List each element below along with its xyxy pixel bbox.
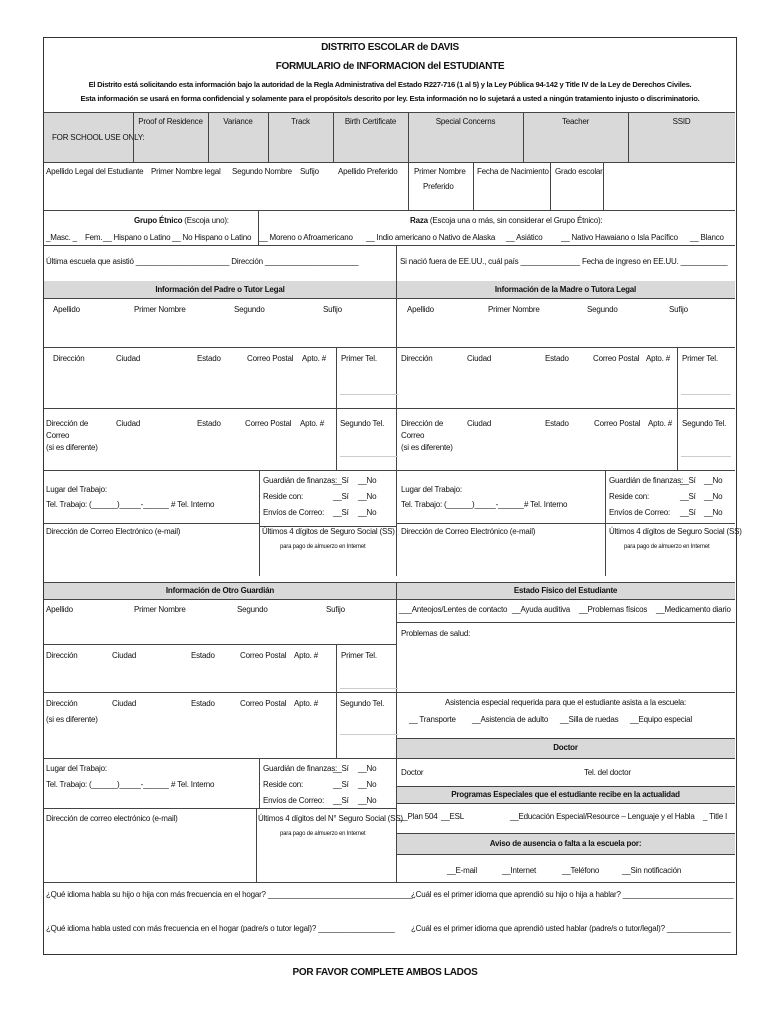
language-child-first[interactable]: ¿Cuál es el primer idioma que aprendió su hijo o hija a hablar? __________________________ [411,890,734,899]
other-work-phone-field[interactable]: Tel. Trabajo: (______)_____-______ [46,780,169,789]
other-financial-label: Guardián de finanzas: [263,764,338,773]
student-preferred-first-label: Primer Nombre [414,167,466,176]
father-address-label: Dirección [53,354,85,363]
other-phone2-label: Segundo Tel. [340,699,385,708]
student-suffix-label: Sufijo [300,167,319,176]
absence-option[interactable]: __E-mail [447,866,477,875]
father-mail-address-label-2: Correo [46,431,70,440]
other-mailings-label: Envíos de Correo: [263,796,325,805]
race-option[interactable]: __ Asiático [506,233,543,242]
father-work-phone-field[interactable]: Tel. Trabajo: (______)_____-______ [46,500,169,509]
program-esl[interactable]: __ESL [441,812,465,821]
program-plan504[interactable]: __Plan 504 [399,812,438,821]
mother-city-label: Ciudad [467,419,492,428]
father-resides-yes[interactable]: __Sí [333,492,349,501]
assist-option[interactable]: __ Transporte [409,715,456,724]
student-birth-date-label: Fecha de Nacimiento [477,167,549,176]
other-city-label: Ciudad [112,699,137,708]
race-label: Raza (Escoja una o más, sin considerar el Grupo Étnico): [410,216,603,225]
mother-financial-no[interactable]: __No [704,476,723,485]
father-section-title: Información del Padre o Tutor Legal [155,285,285,294]
father-suffix-label: Sufijo [323,305,342,314]
father-mailings-no[interactable]: __No [358,508,377,517]
other-mailings-yes[interactable]: __Sí [333,796,349,805]
father-resides-label: Reside con: [263,492,304,501]
race-option[interactable]: __ Nativo Hawaiano o Isla Pacífico [561,233,678,242]
other-workplace-label: Lugar del Trabajo: [46,764,107,773]
mother-resides-no[interactable]: __No [704,492,723,501]
absence-option[interactable]: __Sin notificación [622,866,682,875]
other-financial-yes[interactable]: __Sí [333,764,349,773]
mother-resides-yes[interactable]: __Sí [680,492,696,501]
other-city-label: Ciudad [112,651,137,660]
father-mail-address-label-3: (si es diferente) [46,443,98,452]
father-financial-yes[interactable]: __Sí [333,476,349,485]
school-use-col: Proof of Residence [138,117,203,126]
father-state-label: Estado [197,354,221,363]
father-phone2-label: Segundo Tel. [340,419,385,428]
other-email-label: Dirección de correo electrónico (e-mail) [46,814,178,823]
mother-ssn-note: para pago de almuerzo en Internet [624,544,710,550]
other-address-label: Dirección [46,651,78,660]
doctor-phone-label: Tel. del doctor [584,768,631,777]
school-use-col: Variance [223,117,253,126]
father-ssn-label: Últimos 4 dígitos de Seguro Social (SS) [262,527,395,536]
father-city-label: Ciudad [116,354,141,363]
father-mail-address-label: Dirección de [46,419,89,428]
student-first-legal-label: Primer Nombre legal [151,167,221,176]
father-financial-label: Guardián de finanzas: [263,476,338,485]
student-legal-last-label: Apellido Legal del Estudiante [46,167,144,176]
absence-option[interactable]: __Teléfono [562,866,600,875]
other-apt-label: Apto. # [294,651,318,660]
father-apt-label: Apto. # [300,419,324,428]
father-financial-no[interactable]: __No [358,476,377,485]
other-phone1-label: Primer Tel. [341,651,377,660]
ethnicity-not-hispanic-option[interactable]: __ No Hispano o Latino [172,233,252,242]
physical-option[interactable]: ___Anteojos/Lentes de contacto [399,605,508,614]
student-preferred-first-label-2: Preferido [423,182,454,191]
assist-option[interactable]: __Equipo especial [630,715,692,724]
race-option[interactable]: __ Indio americano o Nativo de Alaska [366,233,496,242]
other-address2-note: (si es diferente) [46,715,98,724]
mother-mail-address-label-2: Correo [401,431,425,440]
mother-financial-label: Guardián de finanzas: [609,476,684,485]
other-address2-label: Dirección [46,699,78,708]
father-zip-label: Correo Postal [247,354,294,363]
father-apt-label: Apto. # [302,354,326,363]
other-resides-no[interactable]: __No [358,780,377,789]
other-suffix-label: Sufijo [326,605,345,614]
health-problems-label: Problemas de salud: [401,629,471,638]
other-middle-label: Segundo [237,605,268,614]
other-first-label: Primer Nombre [134,605,186,614]
doctor-section-title: Doctor [553,743,578,752]
other-zip-label: Correo Postal [240,699,287,708]
student-preferred-last-label: Apellido Preferido [338,167,398,176]
mother-mailings-yes[interactable]: __Sí [680,508,696,517]
gender-fem-option[interactable]: Fem. [85,233,103,242]
mother-work-phone-field[interactable]: Tel. Trabajo: (______)_____-______ [401,500,524,509]
mother-city-label: Ciudad [467,354,492,363]
mother-first-label: Primer Nombre [488,305,540,314]
mother-mailings-label: Envíos de Correo: [609,508,671,517]
race-option[interactable]: __ Blanco [690,233,724,242]
other-resides-label: Reside con: [263,780,304,789]
student-middle-label: Segundo Nombre [232,167,292,176]
absence-option[interactable]: __Internet [502,866,537,875]
assist-option[interactable]: __Asistencia de adulto [472,715,549,724]
other-state-label: Estado [191,699,215,708]
physical-option[interactable]: __Medicamento diario [656,605,731,614]
assist-option[interactable]: __Silla de ruedas [560,715,619,724]
mother-last-label: Apellido [407,305,434,314]
school-use-col: SSID [672,117,691,126]
mother-email-label: Dirección de Correo Electrónico (e-mail) [401,527,536,536]
other-apt-label: Apto. # [294,699,318,708]
mother-address-label: Dirección [401,354,433,363]
language-parent-first[interactable]: ¿Cuál es el primer idioma que aprendió usted hablar (padre/s o tutor/legal)? _______________ [411,924,731,933]
father-resides-no[interactable]: __No [358,492,377,501]
programs-section-title: Programas Especiales que el estudiante recibe en la actualidad [451,790,680,799]
mother-mail-address-label: Dirección de [401,419,444,428]
born-abroad-field[interactable]: Si nació fuera de EE.UU., cuál país ______________ Fecha de ingreso en EE.UU. ___________ [400,257,728,266]
other-resides-yes[interactable]: __Sí [333,780,349,789]
other-zip-label: Correo Postal [240,651,287,660]
mother-state-label: Estado [545,419,569,428]
form-title: FORMULARIO de INFORMACION del ESTUDIANTE [275,61,505,72]
other-ssn-note: para pago de almuerzo en Internet [280,831,366,837]
father-ssn-note: para pago de almuerzo en Internet [280,544,366,550]
mother-mail-address-label-3: (si es diferente) [401,443,453,452]
physical-option[interactable]: __Problemas físicos [579,605,648,614]
school-use-col: Special Concerns [435,117,496,126]
father-middle-label: Segundo [234,305,265,314]
father-mailings-label: Envíos de Correo: [263,508,325,517]
other-ssn-label: Últimos 4 dígitos del N° Seguro Social (SS) [258,814,403,823]
language-child-home[interactable]: ¿Qué idioma habla su hijo o hija con más frecuencia en el hogar? __________________________________ [46,890,413,899]
language-parent-home[interactable]: ¿Qué idioma habla usted con más frecuencia en el hogar (padre/s o tutor legal)? __________________ [46,924,395,933]
last-school-field[interactable]: Última escuela que asistió ______________________ Dirección ______________________ [46,257,359,266]
authority-notice: El Distrito está solicitando esta información bajo la autoridad de la Regla Administrativa del Estado R227-716 (1 al 5) y la Ley Pública 94-142 y Title IV de la Ley de Derechos Civiles. [88,80,692,89]
other-guardian-section-title: Información de Otro Guardián [165,586,275,595]
footer-note: POR FAVOR COMPLETE AMBOS LADOS [292,967,478,978]
doctor-label: Doctor [401,768,424,777]
mother-middle-label: Segundo [587,305,618,314]
other-ext-label: # Tel. Interno [171,780,215,789]
father-city-label: Ciudad [116,419,141,428]
mother-phone2-label: Segundo Tel. [682,419,727,428]
ethnicity-label: Grupo Étnico (Escoja uno): [134,216,229,225]
father-zip-label: Correo Postal [245,419,292,428]
race-option[interactable]: __ Moreno o Afroamericano [259,233,353,242]
father-mailings-yes[interactable]: __Sí [333,508,349,517]
school-use-label: FOR SCHOOL USE ONLY: [52,133,145,142]
father-workplace-label: Lugar del Trabajo: [46,485,107,494]
mother-resides-label: Reside con: [609,492,650,501]
physical-section-title: Estado Físico del Estudiante [513,586,618,595]
mother-zip-label: Correo Postal [593,354,640,363]
other-last-label: Apellido [46,605,73,614]
mother-state-label: Estado [545,354,569,363]
program-title1[interactable]: _ Title I [703,812,727,821]
father-first-label: Primer Nombre [134,305,186,314]
mother-apt-label: Apto. # [646,354,670,363]
mother-apt-label: Apto. # [648,419,672,428]
mother-workplace-label: Lugar del Trabajo: [401,485,462,494]
physical-option[interactable]: __Ayuda auditiva [512,605,571,614]
father-state-label: Estado [197,419,221,428]
mother-suffix-label: Sufijo [669,305,688,314]
father-last-label: Apellido [53,305,80,314]
school-use-col: Birth Certificate [344,117,397,126]
mother-section-title: Información de la Madre o Tutora Legal [494,285,637,294]
mother-zip-label: Correo Postal [594,419,641,428]
gender-masc-option[interactable]: _Masc. _ [46,233,77,242]
mother-ext-label: # Tel. Interno [524,500,568,509]
father-email-label: Dirección de Correo Electrónico (e-mail) [46,527,181,536]
mother-financial-yes[interactable]: __Sí [680,476,696,485]
school-use-col: Teacher [561,117,590,126]
mother-mailings-no[interactable]: __No [704,508,723,517]
assistance-label: Asistencia especial requerida para que el estudiante asista a la escuela: [444,698,687,707]
school-use-col: Track [291,117,310,126]
mother-ssn-label: Últimos 4 dígitos de Seguro Social (SS) [609,527,742,536]
father-ext-label: # Tel. Interno [171,500,215,509]
student-grade-label: Grado escolar [555,167,603,176]
other-mailings-no[interactable]: __No [358,796,377,805]
absence-section-title: Aviso de ausencia o falta a la escuela por: [489,839,642,848]
mother-phone1-label: Primer Tel. [682,354,718,363]
other-state-label: Estado [191,651,215,660]
father-phone1-label: Primer Tel. [341,354,377,363]
district-title: DISTRITO ESCOLAR de DAVIS [321,42,459,53]
confidentiality-notice: Esta información se usará en forma confidencial y solamente para el propósito/s descrito por ley. Esta información no lo sujetará a usted a ningún tratamiento injusto o discriminatorio. [80,94,700,103]
program-sped[interactable]: __Educación Especial/Resource – Lenguaje y el Habla [510,812,695,821]
other-financial-no[interactable]: __No [358,764,377,773]
ethnicity-hispanic-option[interactable]: __ Hispano o Latino [103,233,171,242]
